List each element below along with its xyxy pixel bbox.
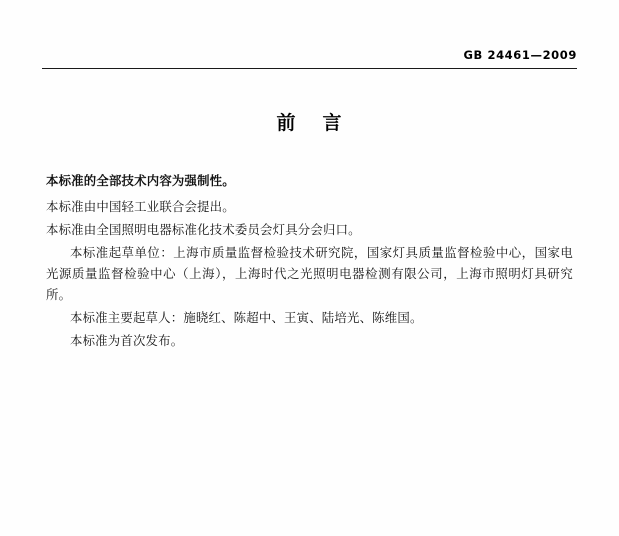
foreword-body [46, 170, 573, 353]
paragraph-drafting-organizations: 本标准起草单位：上海市质量监督检验技术研究院，国家灯具质量监督检验中心，国家电光源质量监督检验中心（上海），上海时代之光照明电器检测有限公司，上海市照明灯具研究所。 [46, 245, 573, 302]
paragraph-mandatory-scope: 本标准的全部技术内容为强制性。 [46, 173, 235, 188]
page-title [0, 108, 619, 135]
page-title-char-foreword: 前 [276, 112, 297, 134]
paragraph-first-issue: 本标准为首次发布。 [70, 333, 184, 348]
paragraph-main-drafters: 本标准主要起草人：施晓红、陈超中、王寅、陆培光、陈维国。 [70, 310, 423, 325]
standard-number: GB 24461—2009 [463, 48, 577, 62]
page-title-char-word: 言 [322, 112, 343, 134]
header-divider [42, 68, 577, 69]
paragraph-proposed-by: 本标准由中国轻工业联合会提出。 [46, 199, 235, 214]
paragraph-administered-by: 本标准由全国照明电器标准化技术委员会灯具分会归口。 [46, 222, 361, 237]
